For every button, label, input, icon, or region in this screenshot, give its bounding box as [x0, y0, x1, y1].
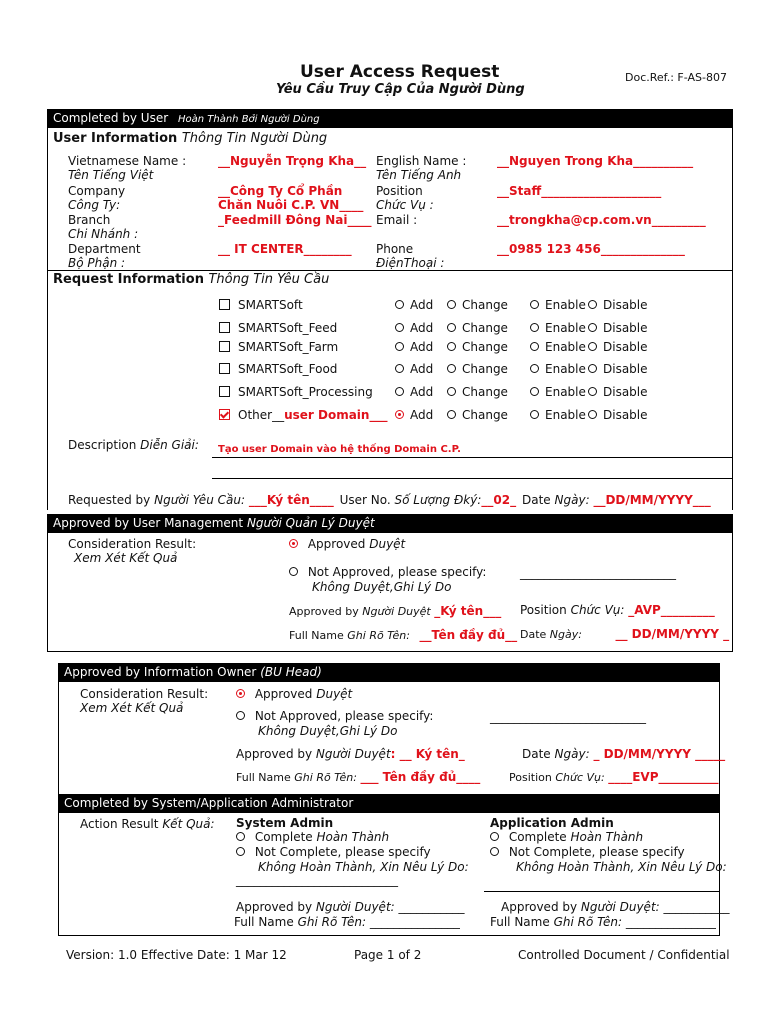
um-date-value[interactable]: __ DD/MM/YYYY _: [615, 627, 730, 641]
request-date-label-vn: Ngày:: [554, 493, 590, 507]
aa-not-complete-option[interactable]: [490, 845, 685, 859]
change-label: Change: [462, 362, 508, 376]
en-name-label: English Name :: [376, 154, 467, 168]
request-information-heading: [53, 272, 329, 287]
um-date-row: [520, 627, 729, 641]
company-label: Company: [68, 184, 126, 198]
enable-radio[interactable]: [530, 410, 539, 419]
add-label: Add: [410, 408, 434, 422]
um-position-label: Position: [520, 603, 567, 617]
disable-radio[interactable]: [588, 410, 597, 419]
vn-name-label-vn: Tên Tiếng Việt: [68, 168, 154, 182]
option-disable[interactable]: [588, 385, 648, 399]
section-border-right: [732, 128, 733, 510]
user-info-title: User Information: [53, 131, 178, 146]
sa-not-complete-radio[interactable]: [236, 847, 245, 856]
phone-value[interactable]: __0985 123 456______________: [497, 242, 685, 256]
description-label: Description: [68, 438, 137, 452]
request-info-title: Request Information: [53, 272, 204, 287]
section-bottom-border: [58, 935, 720, 936]
sa-approved-by-blank[interactable]: ___________: [398, 900, 465, 914]
sa-complete-radio[interactable]: [236, 832, 245, 841]
change-radio[interactable]: [447, 323, 456, 332]
user-management-label: Approved by User Management: [53, 516, 244, 530]
disable-label: Disable: [603, 362, 648, 376]
system-name: SMARTSoft_Feed: [238, 321, 338, 335]
requested-by-label: Requested by: [68, 493, 151, 507]
io-position-value[interactable]: ____EVP__________: [608, 770, 719, 784]
position-value[interactable]: __Staff____________________: [497, 184, 662, 198]
option-change[interactable]: [447, 385, 508, 399]
aa-not-complete-label-vn: Không Hoàn Thành, Xin Nêu Lý Do:: [516, 860, 727, 874]
en-name-value[interactable]: __Nguyen Trong Kha__________: [497, 154, 694, 168]
section-border-left: [58, 682, 59, 794]
option-add[interactable]: [395, 385, 433, 399]
io-fullname-label-vn: Ghi Rõ Tên:: [294, 771, 357, 784]
divider: [47, 270, 733, 271]
en-name-label-vn: Tên Tiếng Anh: [376, 168, 462, 182]
io-approved-by-value[interactable]: : __ Ký tên_: [390, 747, 465, 761]
io-reason-line[interactable]: __________________________: [490, 710, 646, 724]
vn-name-label: Vietnamese Name :: [68, 154, 187, 168]
um-not-approved-label-vn: Không Duyệt,Ghi Lý Do: [312, 580, 452, 594]
other-value[interactable]: user Domain___: [284, 408, 388, 422]
io-approved-by-label-vn: Người Duyệt: [315, 747, 391, 761]
disable-radio[interactable]: [588, 364, 597, 373]
option-enable[interactable]: [530, 340, 586, 354]
footer-classification: Controlled Document / Confidential: [518, 948, 730, 962]
io-fullname-label: Full Name: [236, 771, 291, 784]
um-approved-by-label: Approved by: [289, 605, 359, 618]
aa-fullname-row: [490, 915, 716, 929]
change-radio[interactable]: [447, 342, 456, 351]
request-date-label: Date: [522, 493, 551, 507]
change-radio[interactable]: [447, 410, 456, 419]
action-result-label: Action Result: [80, 817, 159, 831]
completed-by-user-bar: [47, 109, 733, 128]
enable-radio[interactable]: [530, 300, 539, 309]
add-label: Add: [410, 340, 434, 354]
um-approved-label: Approved: [307, 537, 366, 551]
aa-not-complete-radio[interactable]: [490, 847, 499, 856]
system-checkbox[interactable]: [219, 386, 230, 397]
option-disable[interactable]: [588, 408, 648, 422]
sa-complete-label: Complete: [254, 830, 313, 844]
disable-label: Disable: [603, 408, 648, 422]
aa-not-complete-label: Not Complete, please specify: [508, 845, 685, 859]
io-approved-radio[interactable]: [236, 689, 245, 698]
aa-complete-option[interactable]: [490, 830, 643, 844]
change-label: Change: [462, 340, 508, 354]
form-subtitle: Yêu Cầu Truy Cập Của Người Dùng: [276, 82, 525, 97]
user-no-value[interactable]: __02_: [481, 493, 517, 507]
aa-fullname-blank[interactable]: _______________: [625, 915, 716, 929]
system-row-other[interactable]: [219, 408, 387, 422]
sys-admin-bar: [58, 794, 720, 813]
requested-by-label-vn: Người Yêu Cầu:: [154, 493, 245, 507]
io-position-label: Position: [509, 771, 552, 784]
add-label: Add: [410, 385, 434, 399]
um-position-label-vn: Chức Vụ:: [570, 603, 625, 617]
option-disable[interactable]: [588, 340, 648, 354]
system-row-smartsoft_farm[interactable]: [219, 340, 338, 354]
disable-label: Disable: [603, 340, 648, 354]
action-result-row: [80, 817, 215, 831]
um-fullname-value[interactable]: __Tên đầy đủ__: [419, 628, 518, 642]
io-date-row: [522, 747, 725, 761]
um-reason-line[interactable]: __________________________: [520, 566, 676, 580]
sa-approved-by-label-vn: Người Duyệt:: [315, 900, 395, 914]
option-disable[interactable]: [588, 362, 648, 376]
user-information-heading: [53, 131, 327, 146]
io-date-label-vn: Ngày:: [554, 747, 590, 761]
option-add[interactable]: [395, 321, 433, 335]
branch-label: Branch: [68, 213, 111, 227]
enable-radio[interactable]: [530, 323, 539, 332]
section-border-left: [47, 533, 48, 651]
sa-fullname-blank[interactable]: _______________: [369, 915, 460, 929]
io-position-label-vn: Chức Vụ:: [555, 771, 605, 784]
um-approved-by-row: [289, 604, 501, 618]
email-value[interactable]: __trongkha@cp.com.vn_________: [497, 213, 706, 227]
completed-by-user-label-vn: Hoàn Thành Bởi Người Dùng: [177, 114, 320, 125]
io-not-approved-option[interactable]: [236, 709, 433, 723]
description-label-group: [68, 438, 199, 452]
sa-not-complete-label-vn: Không Hoàn Thành, Xin Nêu Lý Do:: [258, 860, 469, 874]
sa-complete-label-vn: Hoàn Thành: [316, 830, 390, 844]
other-checkbox[interactable]: [219, 409, 230, 420]
sa-fullname-label: Full Name: [234, 915, 294, 929]
company-label-vn: Công Ty:: [68, 198, 121, 212]
um-consideration-label: Consideration Result:: [68, 537, 197, 551]
company-value-line1[interactable]: __Công Ty Cổ Phần: [218, 184, 343, 198]
option-enable[interactable]: [530, 408, 586, 422]
sa-fullname-row: [234, 915, 460, 929]
io-date-value[interactable]: _ DD/MM/YYYY _____: [593, 747, 726, 761]
system-checkbox[interactable]: [219, 322, 230, 333]
change-radio[interactable]: [447, 300, 456, 309]
company-value-line2[interactable]: Chăn Nuôi C.P. VN____: [218, 198, 364, 212]
option-add[interactable]: [395, 340, 433, 354]
io-consideration-label-vn: Xem Xét Kết Quả: [80, 701, 184, 715]
position-label-vn: Chức Vụ :: [376, 198, 434, 212]
um-date-label-vn: Ngày:: [549, 628, 582, 641]
system-name: SMARTSoft_Processing: [238, 385, 373, 399]
io-position-row: [509, 770, 719, 784]
option-disable[interactable]: [588, 298, 648, 312]
department-label-vn: Bộ Phận :: [68, 256, 126, 270]
option-enable[interactable]: [530, 298, 586, 312]
option-add[interactable]: [395, 408, 433, 422]
aa-approved-by-label: Approved by: [501, 900, 578, 914]
add-radio[interactable]: [395, 364, 404, 373]
option-disable[interactable]: [588, 321, 648, 335]
add-label: Add: [410, 321, 434, 335]
system-checkbox[interactable]: [219, 363, 230, 374]
enable-radio[interactable]: [530, 364, 539, 373]
um-not-approved-label: Not Approved, please specify:: [307, 565, 487, 579]
doc-ref: Doc.Ref.: F-AS-807: [625, 71, 727, 84]
section-bottom-border: [47, 651, 733, 652]
system-name: SMARTSoft: [238, 298, 303, 312]
phone-label-vn: ĐiệnThoại :: [376, 256, 445, 270]
disable-radio[interactable]: [588, 323, 597, 332]
enable-label: Enable: [545, 362, 586, 376]
vn-name-value[interactable]: __Nguyễn Trọng Kha__: [218, 154, 367, 168]
enable-label: Enable: [545, 321, 586, 335]
add-radio[interactable]: [395, 410, 404, 419]
enable-label: Enable: [545, 340, 586, 354]
user-no-label: User No.: [339, 493, 391, 507]
user-management-label-vn: Người Quản Lý Duyệt: [246, 516, 375, 530]
enable-radio[interactable]: [530, 387, 539, 396]
option-change[interactable]: [447, 408, 508, 422]
info-owner-label: Approved by Information Owner: [64, 665, 257, 679]
aa-complete-radio[interactable]: [490, 832, 499, 841]
change-radio[interactable]: [447, 387, 456, 396]
add-radio[interactable]: [395, 342, 404, 351]
io-approved-label-vn: Duyệt: [316, 687, 353, 701]
section-border-right: [719, 682, 720, 794]
option-add[interactable]: [395, 298, 433, 312]
aa-reason-line[interactable]: [484, 891, 720, 892]
io-date-label: Date: [522, 747, 551, 761]
add-label: Add: [410, 362, 434, 376]
option-enable[interactable]: [530, 321, 586, 335]
enable-label: Enable: [545, 385, 586, 399]
disable-radio[interactable]: [588, 300, 597, 309]
system-checkbox[interactable]: [219, 341, 230, 352]
branch-value[interactable]: _Feedmill Đông Nai____: [218, 213, 372, 227]
description-underline: [212, 457, 732, 458]
io-fullname-row: [236, 770, 480, 784]
sa-complete-option[interactable]: [236, 830, 389, 844]
aa-complete-label: Complete: [508, 830, 567, 844]
um-approved-by-value[interactable]: _Ký tên___: [434, 604, 502, 618]
disable-radio[interactable]: [588, 387, 597, 396]
position-label: Position: [376, 184, 423, 198]
add-label: Add: [410, 298, 434, 312]
io-approved-label: Approved: [254, 687, 313, 701]
io-approved-option[interactable]: [236, 687, 352, 701]
system-row-smartsoft[interactable]: [219, 298, 303, 312]
add-radio[interactable]: [395, 323, 404, 332]
sa-reason-line[interactable]: ___________________________: [236, 873, 398, 887]
io-not-approved-label-vn: Không Duyệt,Ghi Lý Do: [258, 724, 398, 738]
form-title: User Access Request: [300, 62, 500, 82]
enable-label: Enable: [545, 298, 586, 312]
system-row-smartsoft_processing[interactable]: [219, 385, 373, 399]
phone-label: Phone: [376, 242, 414, 256]
um-not-approved-option[interactable]: [289, 565, 486, 579]
sa-not-complete-label: Not Complete, please specify: [254, 845, 431, 859]
action-result-label-vn: Kết Quả:: [162, 817, 215, 831]
option-add[interactable]: [395, 362, 433, 376]
add-radio[interactable]: [395, 300, 404, 309]
system-name: SMARTSoft_Food: [238, 362, 338, 376]
io-consideration-label: Consideration Result:: [80, 687, 209, 701]
um-approved-by-label-vn: Người Duyệt: [362, 605, 431, 618]
um-fullname-label: Full Name: [289, 629, 344, 642]
department-label: Department: [68, 242, 141, 256]
user-no-label-vn: Số Lượng Đký:: [394, 493, 482, 507]
system-row-smartsoft_food[interactable]: [219, 362, 337, 376]
system-checkbox[interactable]: [219, 299, 230, 310]
change-radio[interactable]: [447, 364, 456, 373]
application-admin-title: Application Admin: [490, 816, 614, 830]
section-border-left: [47, 128, 48, 510]
option-change[interactable]: [447, 298, 508, 312]
sys-admin-label: Completed by System/Application Administrator: [64, 796, 354, 810]
option-change[interactable]: [447, 321, 508, 335]
system-admin-title: System Admin: [236, 816, 334, 830]
um-date-label: Date: [520, 628, 547, 641]
um-approved-option[interactable]: [289, 537, 405, 551]
aa-fullname-label: Full Name: [490, 915, 550, 929]
disable-label: Disable: [603, 385, 648, 399]
info-owner-label-vn: (BU Head): [260, 665, 322, 679]
disable-label: Disable: [603, 321, 648, 335]
user-management-bar: [47, 514, 733, 533]
sa-not-complete-option[interactable]: [236, 845, 431, 859]
sa-fullname-label-vn: Ghi Rõ Tên:: [297, 915, 367, 929]
sa-approved-by-label: Approved by: [236, 900, 313, 914]
description-underline-2: [212, 478, 732, 479]
request-info-title-vn: Thông Tin Yêu Cầu: [208, 272, 330, 287]
io-approved-by-row: [236, 747, 465, 761]
aa-approved-by-blank[interactable]: ___________: [663, 900, 730, 914]
description-value[interactable]: Tạo user Domain vào hệ thống Domain C.P.: [218, 444, 461, 455]
footer-version: Version: 1.0 Effective Date: 1 Mar 12: [66, 948, 287, 962]
option-change[interactable]: [447, 362, 508, 376]
request-date-row: [522, 493, 711, 507]
other-prefix: Other__: [238, 408, 285, 422]
system-row-smartsoft_feed[interactable]: [219, 321, 337, 335]
um-consideration-label-vn: Xem Xét Kết Quả: [74, 551, 178, 565]
change-label: Change: [462, 298, 508, 312]
branch-label-vn: Chi Nhánh :: [68, 227, 139, 241]
um-approved-radio[interactable]: [289, 539, 298, 548]
user-info-title-vn: Thông Tin Người Dùng: [181, 131, 328, 146]
um-position-value[interactable]: _AVP_________: [628, 603, 715, 617]
enable-label: Enable: [545, 408, 586, 422]
io-approved-by-label: Approved by: [236, 747, 313, 761]
aa-fullname-label-vn: Ghi Rõ Tên:: [553, 915, 623, 929]
um-fullname-row: [289, 628, 517, 642]
aa-approved-by-label-vn: Người Duyệt:: [580, 900, 660, 914]
footer-page: Page 1 of 2: [354, 948, 422, 962]
option-enable[interactable]: [530, 362, 586, 376]
description-label-vn: Diễn Giải:: [140, 438, 199, 452]
option-change[interactable]: [447, 340, 508, 354]
email-label: Email :: [376, 213, 418, 227]
aa-approved-by-row: [501, 900, 730, 914]
system-name: SMARTSoft_Farm: [238, 340, 339, 354]
department-value[interactable]: __ IT CENTER________: [218, 242, 352, 256]
request-date-value[interactable]: __DD/MM/YYYY___: [593, 493, 711, 507]
enable-radio[interactable]: [530, 342, 539, 351]
sa-approved-by-row: [236, 900, 465, 914]
change-label: Change: [462, 408, 508, 422]
section-border-right: [732, 533, 733, 651]
io-fullname-value[interactable]: ___ Tên đầy đủ____: [360, 770, 481, 784]
section-border-left: [58, 813, 59, 935]
um-position-row: [520, 603, 715, 617]
requested-by-row: [68, 493, 516, 507]
disable-radio[interactable]: [588, 342, 597, 351]
option-enable[interactable]: [530, 385, 586, 399]
change-label: Change: [462, 321, 508, 335]
change-label: Change: [462, 385, 508, 399]
um-fullname-label-vn: Ghi Rõ Tên:: [347, 629, 410, 642]
info-owner-bar: [58, 663, 720, 682]
section-border-right: [719, 813, 720, 935]
disable-label: Disable: [603, 298, 648, 312]
io-not-approved-radio[interactable]: [236, 711, 245, 720]
um-approved-label-vn: Duyệt: [369, 537, 406, 551]
add-radio[interactable]: [395, 387, 404, 396]
aa-complete-label-vn: Hoàn Thành: [570, 830, 644, 844]
requested-by-value[interactable]: ___Ký tên____: [248, 493, 334, 507]
io-not-approved-label: Not Approved, please specify:: [254, 709, 434, 723]
completed-by-user-label: Completed by User: [53, 111, 169, 125]
um-not-approved-radio[interactable]: [289, 567, 298, 576]
